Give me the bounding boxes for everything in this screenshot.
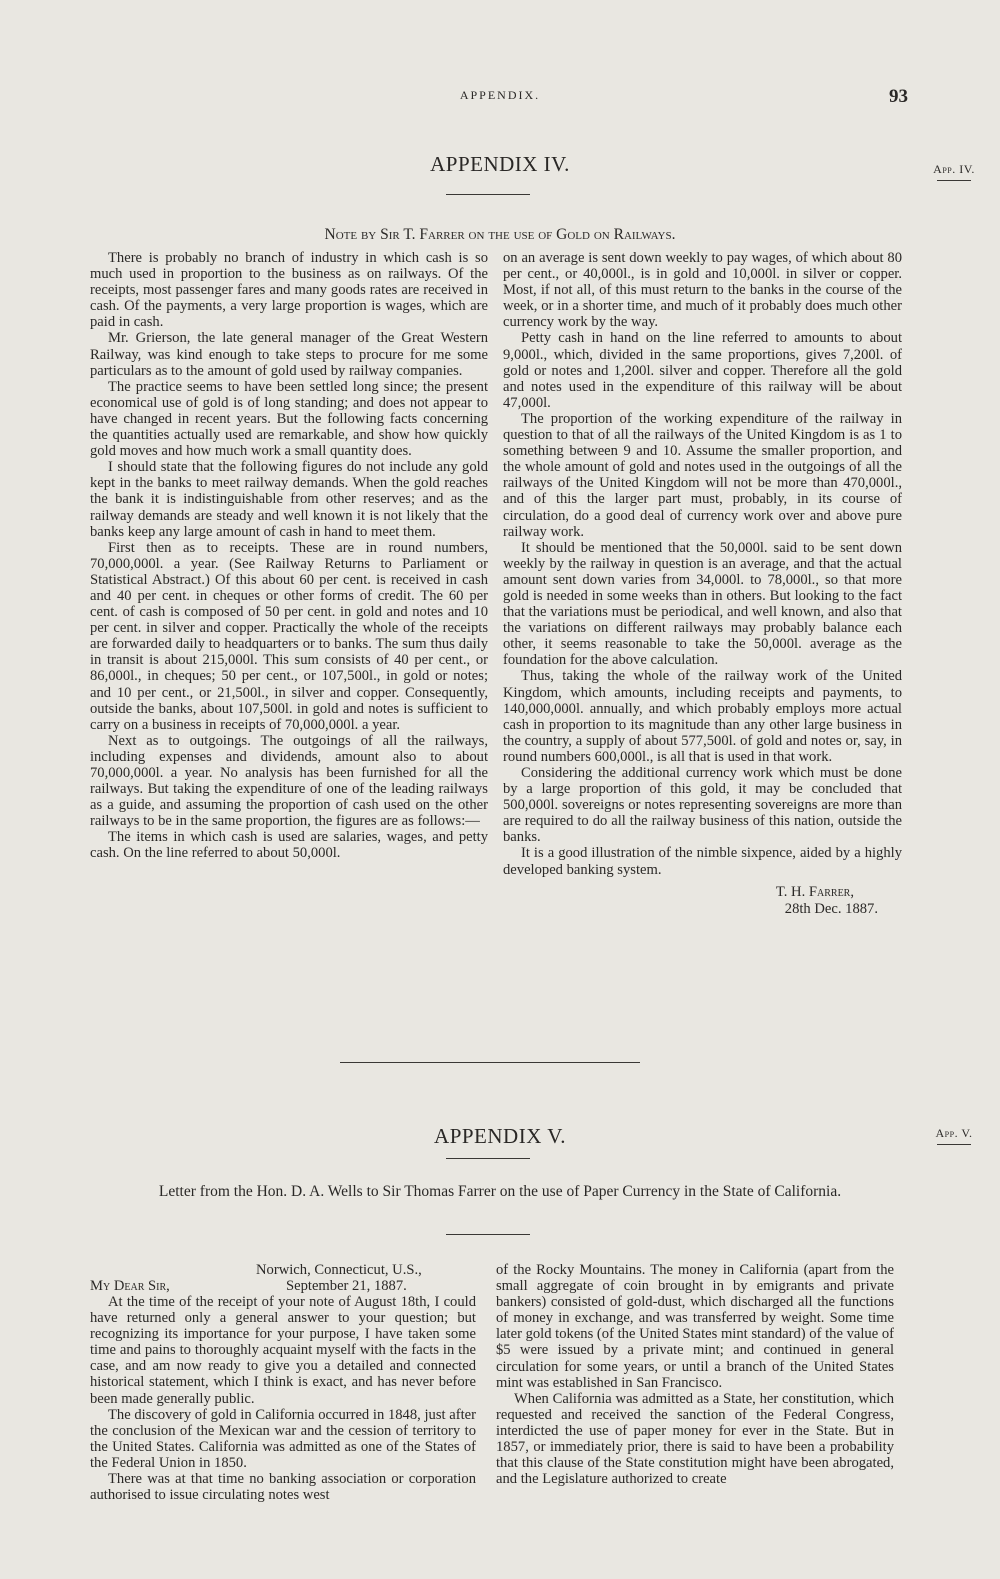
side-tag-rule (937, 1144, 971, 1145)
side-tag-label: App. V. (935, 1126, 973, 1140)
side-tag-rule (937, 180, 971, 181)
subtitle-rule (446, 1234, 530, 1235)
paragraph: I should state that the following figures do not include any gold kept in the banks to meet railway demands. When the gold reaches the bank it is indistinguishable from other reserves; and as the railway demands are steady and well known it is not likely that the banks keep any large amount of cash in hand to meet them. (90, 459, 488, 540)
side-tag-label: App. IV. (933, 162, 975, 176)
appendix-iv-side-tag (924, 162, 984, 181)
paragraph: It should be mentioned that the 50,000l. said to be sent down weekly by the railway in question is an average, and that the actual amount sent down varies from 34,000l. to 78,000l., so that more gold is needed in some weeks than in others. But looking to the fact that the variations must be periodical, and well known, and also that the variations on different railways may probably balance each other, it seems reasonable to take the 50,000l. average as the foundation for the above calculation. (503, 539, 902, 669)
paragraph: It is a good illustration of the nimble sixpence, aided by a highly developed banking system. (503, 845, 902, 878)
paragraph: There was at that time no banking association or corporation authorised to issue circulating notes west (90, 1471, 476, 1504)
running-head: APPENDIX. (459, 88, 541, 102)
paragraph: When California was admitted as a State, her constitution, which requested and received the sanction of the Federal Congress, interdicted the use of paper money for ever in the State. But in 1857, or immediately prior, there is said to have been a probability that this clause of the State constitution might have been abrogated, and the Legislature authorized to create (496, 1390, 894, 1488)
paragraph: Next as to outgoings. The outgoings of all the railways, including expenses and dividends, amount also to about 70,000,000l. a year. No analysis has been furnished for all the railways. But taking the expenditure of one of the leading railways as a guide, and assuming the proportion of cash used on the other railways to be in the same proportion, the figures are as follows:— (90, 732, 488, 830)
paragraph: The proportion of the working expenditure of the railway in question to that of all the railways of the United Kingdom is as 1 to something between 9 and 10. Assume the smaller proportion, and the whole amount of gold and notes used in the outgoings of all the railways of the United Kingdom will not be more than 470,000l., and of this the larger part must, probably, in its course of circulation, do a good deal of currency work over and above pure railway work. (503, 410, 902, 540)
appendix-v-right-column (496, 1262, 894, 1487)
appendix-v-title: APPENDIX V. (434, 1124, 566, 1148)
paragraph: Mr. Grierson, the late general manager of the Great Western Railway, was kind enough to take steps to procure for me some particulars as to the amount of gold used by railway companies. (90, 330, 488, 379)
paragraph: Thus, taking the whole of the railway work of the United Kingdom, which amounts, including receipts and payments, to 140,000,000l. annually, and which probably employs more actual cash in proportion to its magnitude than any other large business in the country, a supply of about 577,500l. of gold and notes or, say, in round numbers 600,000l., is all that is used in that work. (503, 668, 902, 765)
paragraph: The practice seems to have been settled long since; the present economical use of gold is of long standing; and does not appear to have changed in recent years. But the following facts concerning the quantities actually used are remarkable, and show how quickly gold moves and how much work a small quantity does. (90, 378, 488, 460)
appendix-iv-subtitle: Note by Sir T. Farrer on the use of Gold on Railways. (324, 226, 676, 243)
appendix-iv-title: APPENDIX IV. (430, 152, 570, 176)
appendix-v-left-column (90, 1294, 476, 1503)
appendix-v-side-tag (924, 1126, 984, 1145)
paragraph: The discovery of gold in California occurred in 1848, just after the conclusion of the Mexican war and the cession of territory to the United States. California was admitted as one of the States of the Federal Union in 1850. (90, 1406, 476, 1471)
paragraph: At the time of the receipt of your note of August 18th, I could have returned only a general answer to your question; but recognizing its importance for your purpose, I have taken some time and pains to thoroughly acquaint myself with the facts in the case, and am now ready to give you a detailed and connected historical statement, which I think is exact, and has never before been made generally public. (90, 1294, 476, 1407)
paragraph: Considering the additional currency work which must be done by a large proportion of this gold, it may be concluded that 500,000l. sovereigns or notes representing sovereigns are more than are required to do all the railway business of this nation, outside the banks. (503, 765, 902, 846)
signature-name: T. H. Farrer, (775, 883, 854, 900)
paragraph: First then as to receipts. These are in round numbers, 70,000,000l. a year. (See Railway Returns to Parliament or Statistical Abstract.) Of this about 60 per cent. is received in cash and 40 per cent. in cheques or other forms of credit. The 60 per cent. of cash is composed of 50 per cent. in gold and notes and 10 per cent. in silver and copper. Practically the whole of the receipts are forwarded daily to headquarters or to banks. The sum thus daily in transit is about 215,000l. This sum consists of 40 per cent., or 86,000l., in cheques; 50 per cent., or 107,500l., in gold or notes; and 10 per cent., or 21,500l., in silver and copper. Consequently, outside the banks, about 107,500l. in gold and notes is sufficient to carry on a business in receipts of 70,000,000l. a year. (90, 539, 488, 733)
section-divider (340, 1062, 640, 1063)
letter-salutation: My Dear Sir, (90, 1278, 170, 1294)
signature-block (503, 884, 902, 918)
title-rule (446, 194, 530, 195)
appendix-v-subtitle: Letter from the Hon. D. A. Wells to Sir Thomas Farrer on the use of Paper Currency in the State of California. (158, 1183, 842, 1200)
paragraph: Petty cash in hand on the line referred to amounts to about 9,000l., which, divided in the same proportions, gives 7,200l. of gold or notes and 1,200l. silver and copper. Therefore all the gold and notes used in the expenditure of this railway will be about 47,000l. (503, 330, 902, 411)
paragraph: There is probably no branch of industry in which cash is so much used in proportion to the business as on railways. Of the receipts, most passenger fares and many goods rates are received in cash. Of the payments, a very large proportion is wages, which are paid in cash. (90, 250, 488, 331)
appendix-iv-right-column (503, 250, 902, 918)
paragraph: of the Rocky Mountains. The money in California (apart from the small aggregate of coin brought in by emigrants and private bankers) consisted of gold-dust, which discharged all the functions of money in exchange, and was transferred by weight. Some time later gold tokens (of the United States mint standard) of the value of $5 were issued by a private mint; and continued in general circulation for some years, or until a branch of the United States mint was established in San Francisco. (496, 1262, 894, 1391)
paragraph: The items in which cash is used are salaries, wages, and petty cash. On the line referred to about 50,000l. (90, 829, 488, 862)
title-rule (446, 1158, 530, 1159)
letter-date: September 21, 1887. (286, 1278, 407, 1294)
appendix-iv-left-column (90, 250, 488, 862)
page-number: 93 (889, 86, 908, 107)
signature-date: 28th Dec. 1887. (784, 900, 878, 917)
letter-place: Norwich, Connecticut, U.S., (256, 1262, 422, 1278)
paragraph: on an average is sent down weekly to pay wages, of which about 80 per cent., or 40,000l., is in gold and 10,000l. in silver or copper. Most, if not all, of this must return to the banks in the course of the week, or in a shorter time, and much of it probably does much other currency work by the way. (503, 250, 902, 331)
